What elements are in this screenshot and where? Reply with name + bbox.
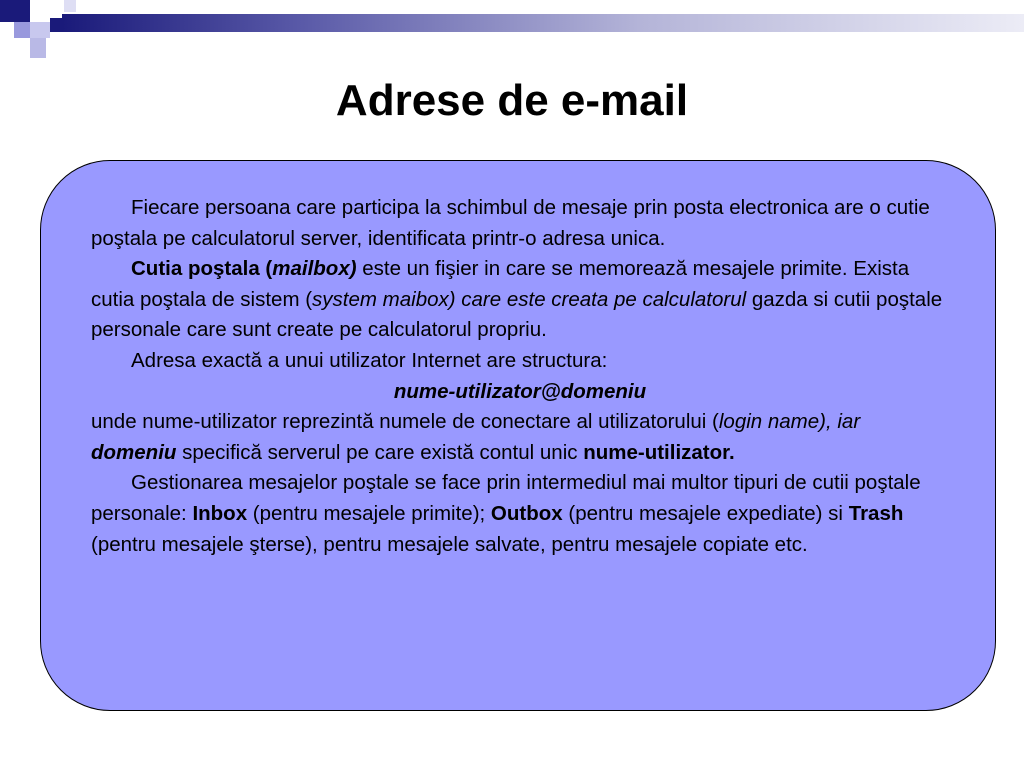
paragraph-text: (pentru mesajele primite); [247, 501, 491, 525]
mailbox-term-english: mailbox) [272, 257, 357, 281]
decor-square [0, 0, 30, 22]
decor-square [30, 38, 46, 58]
paragraph-mailbox-types [91, 468, 949, 560]
username-term: nume-utilizator. [583, 440, 735, 464]
slide-title: Adrese de e-mail [335, 76, 689, 125]
address-format: nume-utilizator@domeniu [393, 379, 647, 403]
paragraph-explanation [91, 407, 949, 468]
paragraph-text: unde nume-utilizator reprezintă numele de conectare al utilizatorului ( [91, 410, 719, 434]
system-mailbox-term: system maibox) care este creata pe calculatorul [312, 287, 747, 311]
paragraph-text: (pentru mesajele şterse), pentru mesajele salvate, pentru mesajele copiate etc. [91, 532, 808, 556]
trash-term: Trash [848, 501, 904, 525]
paragraph-address: Adresa exactă a unui utilizator Internet are structura: [131, 348, 608, 372]
domain-term: domeniu [91, 440, 177, 464]
paragraph-intro: Fiecare persoana care participa la schimbul de mesaje prin posta electronica are o cutie poştala pe calculatorul server, identificata printr-o adresa unica. [91, 196, 930, 250]
decor-square [14, 22, 30, 38]
inbox-term: Inbox [192, 501, 248, 525]
paragraph-text: gazda si cutii poştale personale care sunt create pe calculatorul propriu. [91, 287, 943, 342]
login-name-term: login name), iar [718, 410, 861, 434]
decor-square [30, 22, 50, 38]
paragraph-text: este un fişier in care se memorează mesajele primite. Exista cutia poştala de sistem ( [91, 257, 910, 311]
content-box [40, 160, 996, 711]
header-gradient-bar [62, 14, 1024, 32]
paragraph-text: Gestionarea mesajelor poştale se face prin intermediul mai multor tipuri de cutii poştale personale: [91, 471, 921, 525]
paragraph-text: specifică serverul pe care există contul unic [176, 440, 584, 464]
mailbox-term: Cutia poştala ( [131, 257, 273, 281]
outbox-term: Outbox [490, 501, 563, 525]
paragraph-text: (pentru mesajele expediate) si [562, 501, 849, 525]
paragraph-mailbox [91, 254, 949, 346]
decor-square [30, 0, 50, 22]
decor-square [64, 0, 76, 12]
